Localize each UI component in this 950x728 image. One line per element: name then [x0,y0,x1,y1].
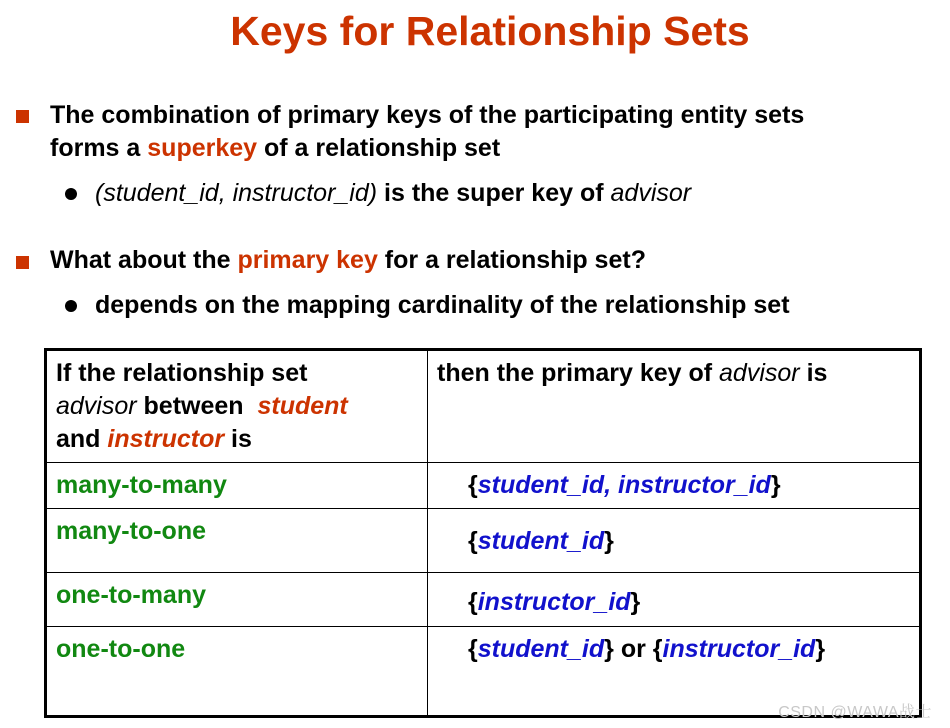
square-bullet-icon [16,256,29,269]
or-connector: or [613,635,653,663]
header-left-line1: If the relationship set [56,359,308,387]
superkey-example-attributes: (student_id, instructor_id) [95,179,378,207]
header-left-between: between [136,392,251,420]
sub-bullet-mapping-cardinality: depends on the mapping cardinality of the relationship set [95,291,790,319]
header-left-instructor: instructor [107,425,225,453]
header-right-suffix: is [799,359,828,387]
header-left-and: and [56,425,108,453]
primary-key-value: student_id [477,527,605,555]
sub-bullet-superkey-example [95,177,691,210]
primary-key-highlight: primary key [237,246,378,274]
table-header-row [46,350,921,463]
primary-key-value: instructor_id [477,588,631,616]
table-row [46,573,921,627]
cardinality-table [44,348,922,718]
cardinality-cell: one-to-one [46,627,428,717]
primary-key-cell: {instructor_id} [428,573,921,627]
primary-key-cell: {student_id} or {instructor_id} [428,627,921,717]
round-bullet-icon [65,300,77,312]
square-bullet-icon [16,110,29,123]
table-row [46,463,921,509]
slide-title: Keys for Relationship Sets [230,8,750,54]
cardinality-cell: one-to-many [46,573,428,627]
bullet2-suffix: for a relationship set? [377,246,646,274]
header-left-cell [46,350,428,463]
header-right-advisor: advisor [719,359,800,387]
superkey-highlight: superkey [147,134,258,162]
cardinality-cell: many-to-one [46,509,428,573]
header-right-cell [428,350,921,463]
superkey-example-mid: is the super key of [377,179,611,207]
round-bullet-icon [65,188,77,200]
bullet2-prefix: What about the [50,246,238,274]
bullet1-line2-suffix: of a relationship set [257,134,501,162]
bullet1-line1: The combination of primary keys of the participating entity sets [50,101,805,129]
header-left-is: is [224,425,252,453]
primary-key-cell: {student_id, instructor_id} [428,463,921,509]
primary-key-value: student_id [477,635,605,663]
cardinality-cell: many-to-many [46,463,428,509]
watermark: CSDN @WAWA战士 [778,704,932,721]
primary-key-cell: {student_id} [428,509,921,573]
header-left-student: student [257,392,348,420]
bullet1-line2-prefix: forms a [50,134,148,162]
header-right-prefix: then the primary key of [437,359,720,387]
primary-key-value: student_id, instructor_id [477,471,771,499]
primary-key-value: instructor_id [662,635,816,663]
bullet-primary-key [50,244,646,277]
header-left-advisor: advisor [56,392,137,420]
bullet-superkey [50,99,804,165]
superkey-example-advisor: advisor [610,179,692,207]
table-row [46,509,921,573]
